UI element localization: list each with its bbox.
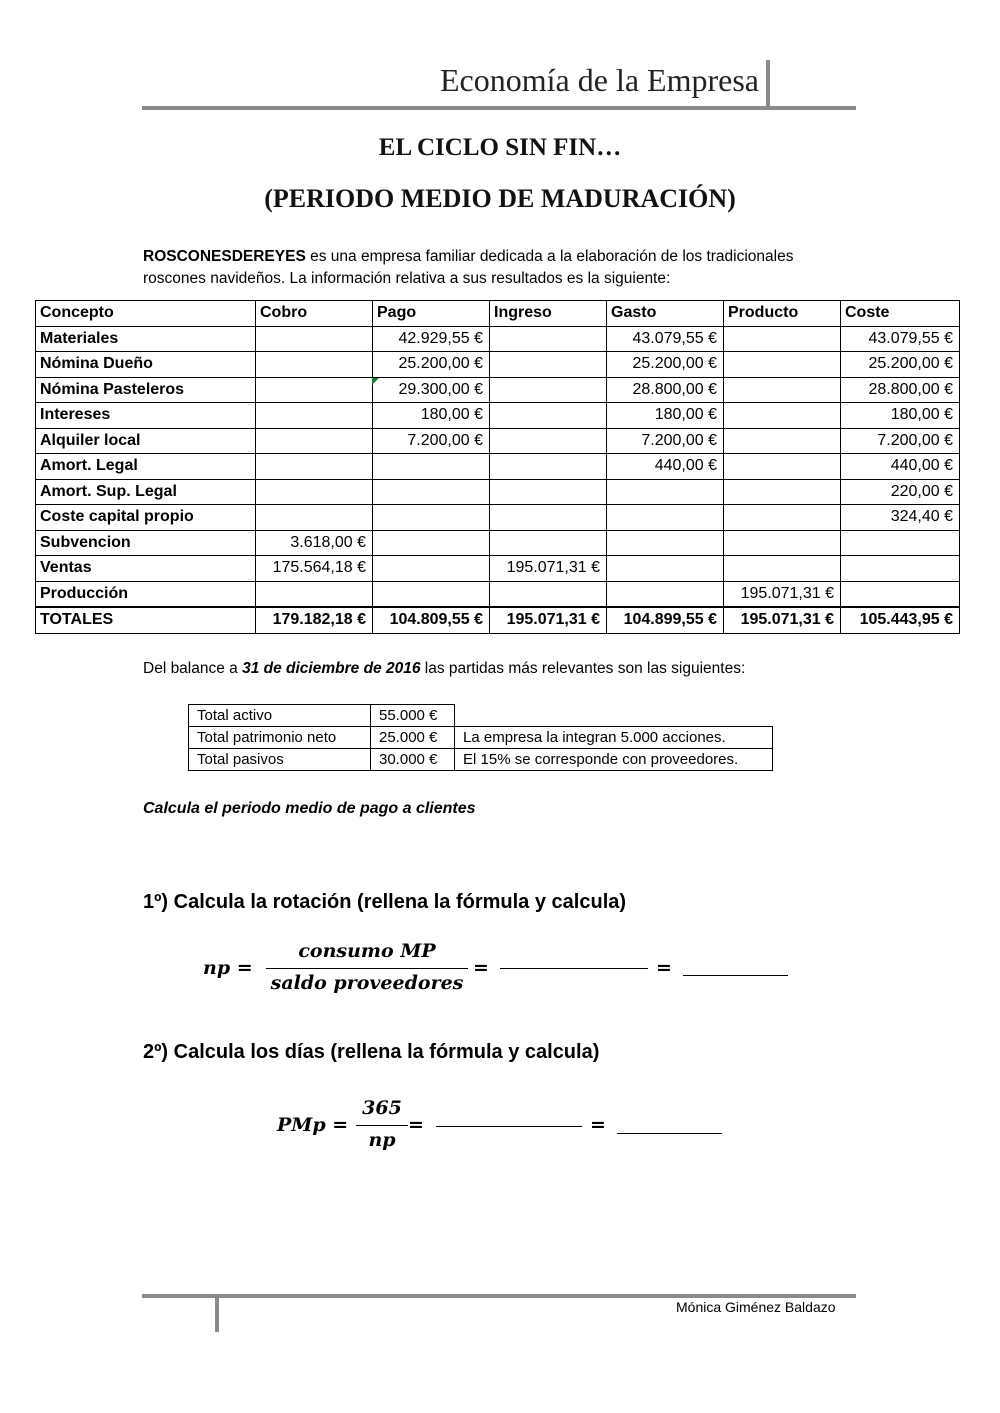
table-cell <box>607 479 724 505</box>
intro-text: es una empresa familiar dedicada a la elaboración de los tradicionales roscones navideños. La información relativa a sus resultados es la siguiente: <box>143 248 794 287</box>
table-cell: 3.618,00 € <box>256 530 373 556</box>
table-cell <box>490 377 607 403</box>
table-cell: 28.800,00 € <box>607 377 724 403</box>
row-label: Alquiler local <box>36 428 256 454</box>
header-title: Economía de la Empresa <box>440 62 759 98</box>
table-cell <box>841 556 960 582</box>
table-cell: 25.200,00 € <box>841 352 960 378</box>
table-cell <box>724 505 841 531</box>
row-label: Materiales <box>36 326 256 352</box>
table-cell: 43.079,55 € <box>841 326 960 352</box>
balance-row <box>189 749 773 771</box>
table-cell <box>607 505 724 531</box>
page-subtitle: (PERIODO MEDIO DE MADURACIÓN) <box>264 184 736 213</box>
table-cell: 179.182,18 € <box>256 607 373 633</box>
formula2-blank-result[interactable] <box>617 1133 722 1134</box>
balance-table <box>188 704 773 771</box>
balance-intro <box>143 660 745 678</box>
table-cell: 25.200,00 € <box>607 352 724 378</box>
table-cell <box>373 505 490 531</box>
formula1-denominator: saldo proveedores <box>270 972 464 994</box>
footer-divider <box>142 1294 856 1298</box>
table-row <box>36 505 960 531</box>
table-cell <box>256 454 373 480</box>
table-cell <box>373 581 490 607</box>
formula1-blank-result[interactable] <box>683 975 788 976</box>
row-label: Subvencion <box>36 530 256 556</box>
table-cell <box>490 428 607 454</box>
balance-row <box>189 727 773 749</box>
table-cell: 7.200,00 € <box>841 428 960 454</box>
table-cell <box>490 505 607 531</box>
balance-note: El 15% se corresponde con proveedores. <box>455 749 773 771</box>
table-cell <box>373 556 490 582</box>
table-cell <box>256 326 373 352</box>
table-cell <box>724 428 841 454</box>
row-label: Nómina Dueño <box>36 352 256 378</box>
table-cell: 7.200,00 € <box>607 428 724 454</box>
table-cell <box>490 530 607 556</box>
table-row <box>36 581 960 607</box>
balance-label: Total pasivos <box>189 749 371 771</box>
balance-label: Total patrimonio neto <box>189 727 371 749</box>
table-row <box>36 428 960 454</box>
row-label: Coste capital propio <box>36 505 256 531</box>
table-cell: Gasto <box>607 301 724 327</box>
formula2-denominator: np <box>368 1129 396 1151</box>
balance-value: 30.000 € <box>371 749 455 771</box>
table-cell: 195.071,31 € <box>724 581 841 607</box>
table-cell: 175.564,18 € <box>256 556 373 582</box>
balance-value: 55.000 € <box>371 705 455 727</box>
table-cell: Pago <box>373 301 490 327</box>
table-cell <box>490 403 607 429</box>
row-label: Amort. Sup. Legal <box>36 479 256 505</box>
table-cell: Coste <box>841 301 960 327</box>
row-label: TOTALES <box>36 607 256 633</box>
table-cell <box>724 454 841 480</box>
cell-comment-marker <box>372 378 379 385</box>
row-label: Ventas <box>36 556 256 582</box>
formula1-blank-formula[interactable] <box>500 968 648 969</box>
balance-date: 31 de diciembre de 2016 <box>242 660 421 677</box>
table-cell: 324,40 € <box>841 505 960 531</box>
balance-row <box>189 705 773 727</box>
table-cell: 195.071,31 € <box>490 556 607 582</box>
row-label: Intereses <box>36 403 256 429</box>
table-row <box>36 326 960 352</box>
table-cell <box>490 326 607 352</box>
balance-label: Total activo <box>189 705 371 727</box>
formula1-fraction-bar <box>266 968 468 969</box>
table-cell <box>490 479 607 505</box>
table-cell: 7.200,00 € <box>373 428 490 454</box>
table-cell <box>256 377 373 403</box>
balance-value: 25.000 € <box>371 727 455 749</box>
formula1-numerator: consumo MP <box>298 940 436 962</box>
table-cell <box>724 479 841 505</box>
table-cell: 42.929,55 € <box>373 326 490 352</box>
table-cell <box>373 530 490 556</box>
results-table <box>35 300 960 634</box>
table-cell <box>841 581 960 607</box>
formula2-blank-formula[interactable] <box>436 1126 582 1127</box>
table-cell <box>256 581 373 607</box>
balance-note <box>455 705 773 727</box>
footer-divider-vertical <box>215 1296 219 1332</box>
balance-intro-post: las partidas más relevantes son las siguientes: <box>420 660 746 677</box>
table-cell <box>256 403 373 429</box>
formula2-equals: = <box>408 1114 424 1136</box>
row-label: Concepto <box>36 301 256 327</box>
table-cell <box>724 530 841 556</box>
table-cell <box>724 352 841 378</box>
row-label: Producción <box>36 581 256 607</box>
table-row <box>36 530 960 556</box>
table-cell <box>256 505 373 531</box>
table-cell: 180,00 € <box>373 403 490 429</box>
formula1-equals-2: = <box>656 957 672 979</box>
table-cell: Producto <box>724 301 841 327</box>
table-row <box>36 377 960 403</box>
table-cell <box>256 428 373 454</box>
table-cell <box>607 581 724 607</box>
header-divider <box>142 106 856 110</box>
table-cell: 43.079,55 € <box>607 326 724 352</box>
company-name: ROSCONESDEREYES <box>143 248 306 265</box>
formula2-fraction-bar <box>356 1125 408 1126</box>
table-cell: Ingreso <box>490 301 607 327</box>
balance-intro-pre: Del balance a <box>143 660 243 677</box>
table-cell: 28.800,00 € <box>841 377 960 403</box>
table-cell <box>373 479 490 505</box>
table-cell <box>490 352 607 378</box>
table-cell: 180,00 € <box>841 403 960 429</box>
table-cell: 440,00 € <box>607 454 724 480</box>
table-cell <box>607 530 724 556</box>
balance-note: La empresa la integran 5.000 acciones. <box>455 727 773 749</box>
table-cell: 25.200,00 € <box>373 352 490 378</box>
intro-paragraph <box>143 246 843 290</box>
table-cell <box>724 326 841 352</box>
table-cell: 195.071,31 € <box>724 607 841 633</box>
table-cell <box>841 530 960 556</box>
table-cell: 195.071,31 € <box>490 607 607 633</box>
table-cell: 105.443,95 € <box>841 607 960 633</box>
table-cell <box>490 454 607 480</box>
table-totals-row <box>36 607 960 633</box>
table-row <box>36 479 960 505</box>
table-cell: 104.809,55 € <box>373 607 490 633</box>
step1-title: 1º) Calcula la rotación (rellena la fórmula y calcula) <box>143 891 627 913</box>
formula2-numerator: 365 <box>362 1097 402 1119</box>
footer-author: Mónica Giménez Baldazo <box>676 1299 836 1315</box>
table-cell: Cobro <box>256 301 373 327</box>
formula2-equals-2: = <box>590 1114 606 1136</box>
table-cell: 220,00 € <box>841 479 960 505</box>
table-cell: 180,00 € <box>607 403 724 429</box>
task-statement: Calcula el periodo medio de pago a clientes <box>143 800 476 817</box>
row-label: Nómina Pasteleros <box>36 377 256 403</box>
table-cell <box>256 479 373 505</box>
page-title: EL CICLO SIN FIN… <box>378 134 622 161</box>
table-row <box>36 556 960 582</box>
table-row <box>36 352 960 378</box>
row-label: Amort. Legal <box>36 454 256 480</box>
table-cell <box>373 454 490 480</box>
step2-title: 2º) Calcula los días (rellena la fórmula y calcula) <box>143 1041 600 1063</box>
table-cell <box>490 581 607 607</box>
table-cell <box>724 403 841 429</box>
table-cell <box>724 556 841 582</box>
table-row <box>36 454 960 480</box>
table-cell: 440,00 € <box>841 454 960 480</box>
table-cell <box>607 556 724 582</box>
table-cell: 104.899,55 € <box>607 607 724 633</box>
table-cell <box>256 352 373 378</box>
table-header-row <box>36 301 960 327</box>
table-row <box>36 403 960 429</box>
header-divider-vertical <box>766 60 770 108</box>
formula1-equals: = <box>473 957 489 979</box>
table-cell: 29.300,00 € <box>373 377 490 403</box>
formula1-lhs: np = <box>203 957 253 979</box>
table-cell <box>724 377 841 403</box>
formula2-lhs: PMp = <box>277 1114 349 1136</box>
